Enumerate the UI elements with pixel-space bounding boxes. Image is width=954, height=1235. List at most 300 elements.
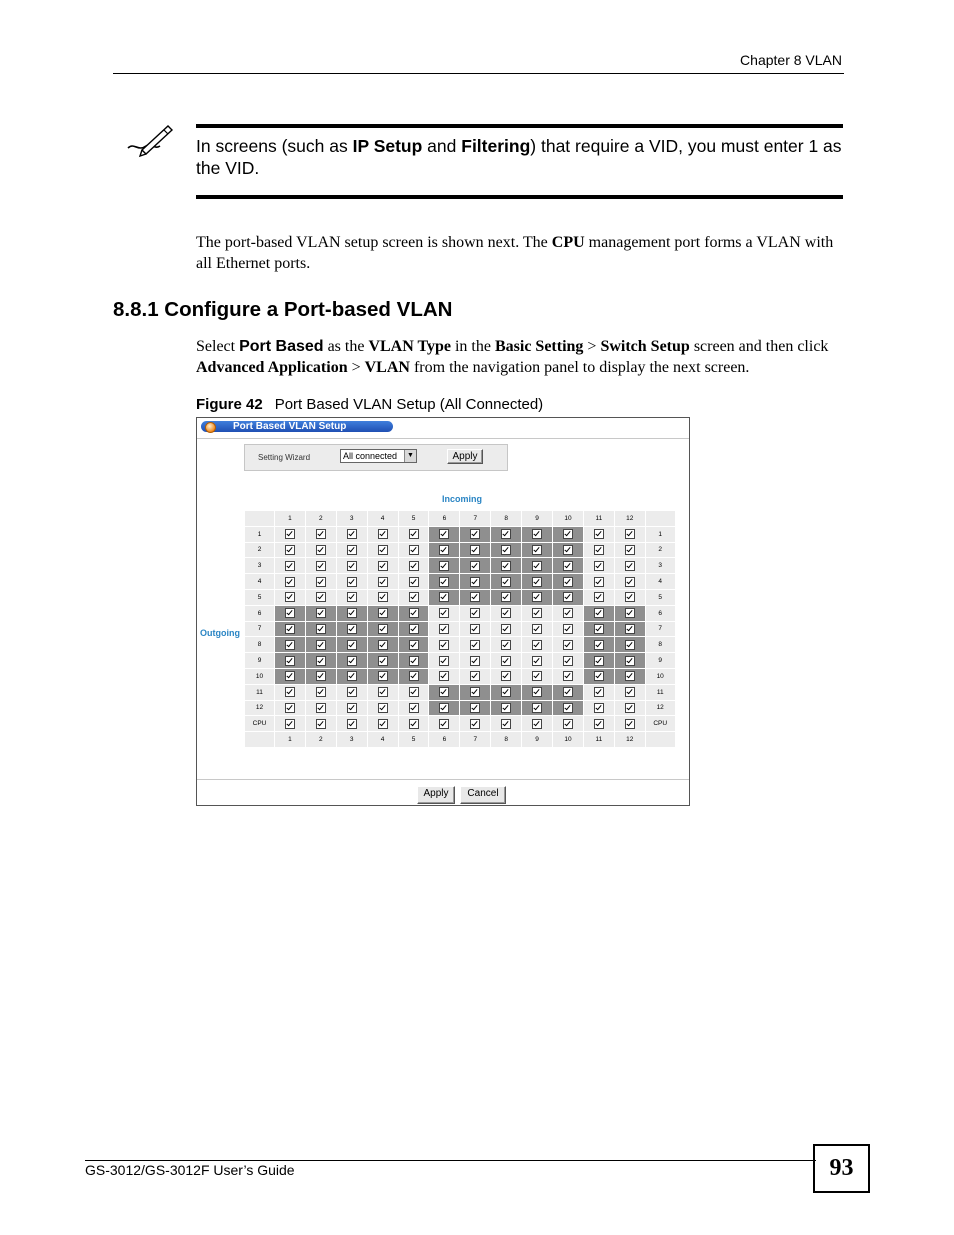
- row-label-1: 1: [245, 527, 274, 542]
- matrix-cell: [337, 574, 367, 589]
- port-checkbox[interactable]: [594, 529, 604, 539]
- row-label-right-2: 2: [646, 543, 675, 558]
- matrix-cell: [491, 653, 521, 668]
- matrix-cell: [584, 606, 614, 621]
- matrix-cell: [306, 590, 336, 605]
- matrix-cell: [429, 622, 459, 637]
- pencil-note-icon: [124, 122, 174, 158]
- port-checkbox[interactable]: [409, 640, 419, 650]
- matrix-cell: [460, 606, 490, 621]
- column-header-6: 6: [429, 511, 459, 526]
- port-checkbox[interactable]: [594, 577, 604, 587]
- column-header-2: 2: [306, 732, 336, 747]
- matrix-cell: [275, 622, 305, 637]
- port-checkbox[interactable]: [347, 719, 357, 729]
- port-checkbox[interactable]: [439, 719, 449, 729]
- port-checkbox[interactable]: [470, 687, 480, 697]
- port-checkbox[interactable]: [532, 703, 542, 713]
- port-checkbox[interactable]: [470, 703, 480, 713]
- port-checkbox[interactable]: [532, 640, 542, 650]
- port-checkbox[interactable]: [563, 640, 573, 650]
- matrix-cell: [275, 653, 305, 668]
- matrix-cell: [491, 716, 521, 731]
- outgoing-label: Outgoing: [200, 628, 240, 638]
- matrix-cell: [429, 543, 459, 558]
- matrix-cell: [368, 653, 398, 668]
- matrix-cell: [275, 606, 305, 621]
- port-checkbox[interactable]: [316, 577, 326, 587]
- port-checkbox[interactable]: [378, 656, 388, 666]
- matrix-cell: [337, 558, 367, 573]
- port-checkbox[interactable]: [470, 624, 480, 634]
- port-checkbox[interactable]: [316, 640, 326, 650]
- matrix-cell: [615, 558, 645, 573]
- port-checkbox[interactable]: [470, 671, 480, 681]
- apply-button[interactable]: Apply: [417, 786, 455, 804]
- row-label-right-1: 1: [646, 527, 675, 542]
- port-checkbox[interactable]: [594, 656, 604, 666]
- matrix-cell: [429, 685, 459, 700]
- port-checkbox[interactable]: [316, 529, 326, 539]
- port-checkbox[interactable]: [347, 529, 357, 539]
- matrix-cell: [460, 527, 490, 542]
- matrix-cell: [522, 701, 552, 716]
- row-label-right-5: 5: [646, 590, 675, 605]
- port-checkbox[interactable]: [285, 687, 295, 697]
- column-header-2: 2: [306, 511, 336, 526]
- matrix-cell: [306, 622, 336, 637]
- port-checkbox[interactable]: [625, 703, 635, 713]
- row-label-right-8: 8: [646, 637, 675, 652]
- port-checkbox[interactable]: [594, 671, 604, 681]
- matrix-cell: [368, 716, 398, 731]
- port-checkbox[interactable]: [532, 671, 542, 681]
- port-checkbox[interactable]: [285, 608, 295, 618]
- port-checkbox[interactable]: [285, 561, 295, 571]
- port-checkbox[interactable]: [563, 545, 573, 555]
- matrix-cell: [429, 558, 459, 573]
- port-checkbox[interactable]: [532, 656, 542, 666]
- row-label-4: 4: [245, 574, 274, 589]
- matrix-cell: [306, 558, 336, 573]
- matrix-cell: [584, 590, 614, 605]
- port-checkbox[interactable]: [285, 640, 295, 650]
- port-checkbox[interactable]: [439, 624, 449, 634]
- port-checkbox[interactable]: [285, 624, 295, 634]
- port-checkbox[interactable]: [378, 703, 388, 713]
- port-checkbox[interactable]: [501, 529, 511, 539]
- port-checkbox[interactable]: [470, 561, 480, 571]
- note-ip-setup: IP Setup: [352, 136, 423, 156]
- port-checkbox[interactable]: [316, 719, 326, 729]
- port-checkbox[interactable]: [594, 608, 604, 618]
- port-checkbox[interactable]: [285, 719, 295, 729]
- matrix-cell: [584, 637, 614, 652]
- matrix-cell: [522, 685, 552, 700]
- port-checkbox[interactable]: [625, 529, 635, 539]
- column-header-4: 4: [368, 511, 398, 526]
- port-checkbox[interactable]: [470, 640, 480, 650]
- port-checkbox[interactable]: [625, 545, 635, 555]
- port-checkbox[interactable]: [563, 671, 573, 681]
- port-checkbox[interactable]: [378, 640, 388, 650]
- matrix-cell: [553, 558, 583, 573]
- port-checkbox[interactable]: [439, 545, 449, 555]
- note-bottom-rule: [196, 195, 843, 199]
- port-checkbox[interactable]: [625, 608, 635, 618]
- port-checkbox[interactable]: [347, 608, 357, 618]
- column-header-10: 10: [553, 511, 583, 526]
- port-checkbox[interactable]: [285, 703, 295, 713]
- matrix-cell: [460, 543, 490, 558]
- port-checkbox[interactable]: [532, 608, 542, 618]
- port-checkbox[interactable]: [347, 592, 357, 602]
- port-checkbox[interactable]: [378, 529, 388, 539]
- matrix-cell: [337, 716, 367, 731]
- port-checkbox[interactable]: [563, 577, 573, 587]
- port-checkbox[interactable]: [347, 656, 357, 666]
- port-checkbox[interactable]: [470, 529, 480, 539]
- port-checkbox[interactable]: [563, 703, 573, 713]
- port-checkbox[interactable]: [625, 592, 635, 602]
- port-checkbox[interactable]: [532, 687, 542, 697]
- port-checkbox[interactable]: [501, 577, 511, 587]
- corner-cell: [245, 732, 274, 747]
- port-checkbox[interactable]: [501, 687, 511, 697]
- matrix-cell: [275, 574, 305, 589]
- port-checkbox[interactable]: [625, 561, 635, 571]
- port-checkbox[interactable]: [316, 624, 326, 634]
- matrix-cell: [584, 685, 614, 700]
- column-header-12: 12: [615, 511, 645, 526]
- header-rule: [113, 73, 844, 74]
- port-checkbox[interactable]: [285, 592, 295, 602]
- matrix-cell: [491, 685, 521, 700]
- port-checkbox[interactable]: [532, 577, 542, 587]
- port-checkbox[interactable]: [347, 671, 357, 681]
- incoming-label: Incoming: [442, 494, 482, 504]
- port-checkbox[interactable]: [439, 529, 449, 539]
- matrix-cell: [584, 701, 614, 716]
- port-checkbox[interactable]: [409, 545, 419, 555]
- matrix-cell: [522, 558, 552, 573]
- port-checkbox[interactable]: [347, 624, 357, 634]
- port-checkbox[interactable]: [532, 561, 542, 571]
- port-checkbox[interactable]: [285, 656, 295, 666]
- row-label-right-9: 9: [646, 653, 675, 668]
- matrix-cell: [522, 637, 552, 652]
- matrix-cell: [399, 669, 429, 684]
- column-header-7: 7: [460, 732, 490, 747]
- port-checkbox[interactable]: [470, 719, 480, 729]
- port-checkbox[interactable]: [316, 561, 326, 571]
- column-header-5: 5: [399, 732, 429, 747]
- matrix-cell: [460, 637, 490, 652]
- matrix-cell: [368, 701, 398, 716]
- port-checkbox[interactable]: [378, 608, 388, 618]
- instruction-paragraph: Select Port Based as the VLAN Type in the Basic Setting > Switch Setup screen and then click Advanced Application > VLAN from the navigation panel to display the next screen.: [196, 338, 829, 376]
- port-checkbox[interactable]: [563, 608, 573, 618]
- port-checkbox[interactable]: [409, 671, 419, 681]
- matrix-cell: [522, 653, 552, 668]
- port-checkbox[interactable]: [501, 561, 511, 571]
- matrix-cell: [275, 685, 305, 700]
- setting-wizard-label: Setting Wizard: [258, 453, 311, 462]
- row-label-right-7: 7: [646, 622, 675, 637]
- column-header-1: 1: [275, 732, 305, 747]
- screen-title: Port Based VLAN Setup: [233, 421, 347, 432]
- matrix-cell: [399, 543, 429, 558]
- row-label-2: 2: [245, 543, 274, 558]
- port-checkbox[interactable]: [563, 561, 573, 571]
- port-checkbox[interactable]: [439, 640, 449, 650]
- column-header-1: 1: [275, 511, 305, 526]
- port-checkbox[interactable]: [625, 687, 635, 697]
- column-header-9: 9: [522, 732, 552, 747]
- row-label-right-4: 4: [646, 574, 675, 589]
- port-checkbox[interactable]: [409, 592, 419, 602]
- port-checkbox[interactable]: [285, 577, 295, 587]
- port-checkbox[interactable]: [316, 592, 326, 602]
- port-checkbox[interactable]: [501, 640, 511, 650]
- port-checkbox[interactable]: [470, 577, 480, 587]
- matrix-cell: [460, 590, 490, 605]
- matrix-cell: [368, 622, 398, 637]
- port-checkbox[interactable]: [409, 656, 419, 666]
- matrix-cell: [553, 716, 583, 731]
- port-checkbox[interactable]: [378, 561, 388, 571]
- table-row: [245, 543, 675, 558]
- setting-wizard-panel: [244, 444, 508, 471]
- row-label-3: 3: [245, 558, 274, 573]
- table-row: [245, 574, 675, 589]
- row-label-right-CPU: CPU: [646, 716, 675, 731]
- port-checkbox[interactable]: [409, 608, 419, 618]
- port-checkbox[interactable]: [347, 687, 357, 697]
- port-checkbox[interactable]: [378, 545, 388, 555]
- port-checkbox[interactable]: [409, 577, 419, 587]
- table-row: [245, 590, 675, 605]
- top-header-row: [245, 511, 675, 526]
- port-checkbox[interactable]: [470, 545, 480, 555]
- setting-wizard-select[interactable]: [340, 449, 417, 463]
- matrix-cell: [337, 527, 367, 542]
- port-checkbox[interactable]: [470, 592, 480, 602]
- port-checkbox[interactable]: [532, 592, 542, 602]
- port-checkbox[interactable]: [316, 703, 326, 713]
- matrix-cell: [368, 558, 398, 573]
- port-checkbox[interactable]: [347, 577, 357, 587]
- footer-guide-title: GS-3012/GS-3012F User’s Guide: [85, 1162, 295, 1178]
- port-checkbox[interactable]: [501, 703, 511, 713]
- matrix-cell: [399, 685, 429, 700]
- port-checkbox[interactable]: [501, 719, 511, 729]
- port-checkbox[interactable]: [532, 624, 542, 634]
- matrix-cell: [399, 527, 429, 542]
- matrix-cell: [615, 701, 645, 716]
- port-checkbox[interactable]: [409, 703, 419, 713]
- setting-wizard-value: All connected: [343, 451, 398, 461]
- port-checkbox[interactable]: [347, 561, 357, 571]
- column-header-9: 9: [522, 511, 552, 526]
- matrix-cell: [306, 543, 336, 558]
- matrix-cell: [429, 716, 459, 731]
- matrix-cell: [337, 669, 367, 684]
- port-checkbox[interactable]: [378, 577, 388, 587]
- port-checkbox[interactable]: [409, 719, 419, 729]
- column-header-4: 4: [368, 732, 398, 747]
- matrix-cell: [368, 606, 398, 621]
- port-checkbox[interactable]: [439, 561, 449, 571]
- port-checkbox[interactable]: [470, 656, 480, 666]
- port-checkbox[interactable]: [378, 592, 388, 602]
- matrix-cell: [306, 606, 336, 621]
- port-checkbox[interactable]: [594, 561, 604, 571]
- screen-title-bar: [201, 421, 393, 432]
- port-checkbox[interactable]: [285, 545, 295, 555]
- port-checkbox[interactable]: [470, 608, 480, 618]
- matrix-cell: [399, 558, 429, 573]
- matrix-cell: [368, 590, 398, 605]
- wizard-apply-button[interactable]: Apply: [447, 449, 483, 464]
- matrix-cell: [615, 590, 645, 605]
- table-row: [245, 716, 675, 731]
- port-checkbox[interactable]: [439, 671, 449, 681]
- port-checkbox[interactable]: [409, 624, 419, 634]
- chevron-down-icon[interactable]: ▼: [404, 450, 416, 462]
- cancel-button[interactable]: Cancel: [460, 786, 506, 804]
- vlan-matrix: [244, 510, 676, 748]
- bottom-header-row: [245, 732, 675, 747]
- port-checkbox[interactable]: [409, 561, 419, 571]
- row-label-9: 9: [245, 653, 274, 668]
- port-checkbox[interactable]: [439, 577, 449, 587]
- port-checkbox[interactable]: [532, 529, 542, 539]
- note-filtering: Filtering: [461, 136, 531, 156]
- port-checkbox[interactable]: [563, 687, 573, 697]
- port-checkbox[interactable]: [347, 703, 357, 713]
- port-checkbox[interactable]: [285, 529, 295, 539]
- port-checkbox[interactable]: [625, 671, 635, 681]
- page-number: 93: [813, 1144, 870, 1193]
- matrix-cell: [615, 543, 645, 558]
- column-header-11: 11: [584, 732, 614, 747]
- port-checkbox[interactable]: [501, 545, 511, 555]
- port-checkbox[interactable]: [625, 640, 635, 650]
- matrix-cell: [584, 622, 614, 637]
- table-row: [245, 622, 675, 637]
- port-checkbox[interactable]: [501, 624, 511, 634]
- port-checkbox[interactable]: [439, 687, 449, 697]
- port-checkbox[interactable]: [625, 577, 635, 587]
- matrix-cell: [522, 669, 552, 684]
- port-checkbox[interactable]: [439, 592, 449, 602]
- port-checkbox[interactable]: [532, 719, 542, 729]
- row-label-12: 12: [245, 701, 274, 716]
- matrix-cell: [306, 685, 336, 700]
- footer-rule: [85, 1160, 816, 1161]
- matrix-cell: [460, 669, 490, 684]
- matrix-cell: [337, 543, 367, 558]
- matrix-cell: [615, 606, 645, 621]
- port-checkbox[interactable]: [501, 671, 511, 681]
- port-checkbox[interactable]: [594, 592, 604, 602]
- port-checkbox[interactable]: [285, 671, 295, 681]
- port-checkbox[interactable]: [532, 545, 542, 555]
- matrix-cell: [368, 527, 398, 542]
- port-checkbox[interactable]: [625, 624, 635, 634]
- port-checkbox[interactable]: [501, 656, 511, 666]
- matrix-cell: [553, 685, 583, 700]
- port-checkbox[interactable]: [563, 624, 573, 634]
- port-checkbox[interactable]: [316, 545, 326, 555]
- matrix-cell: [275, 527, 305, 542]
- matrix-cell: [584, 653, 614, 668]
- port-checkbox[interactable]: [625, 656, 635, 666]
- chapter-header: Chapter 8 VLAN: [740, 52, 842, 68]
- matrix-cell: [429, 669, 459, 684]
- port-checkbox[interactable]: [316, 608, 326, 618]
- port-checkbox[interactable]: [439, 656, 449, 666]
- port-checkbox[interactable]: [378, 671, 388, 681]
- port-checkbox[interactable]: [594, 624, 604, 634]
- port-checkbox[interactable]: [347, 545, 357, 555]
- port-checkbox[interactable]: [563, 719, 573, 729]
- matrix-cell: [306, 701, 336, 716]
- port-checkbox[interactable]: [316, 656, 326, 666]
- port-checkbox[interactable]: [501, 592, 511, 602]
- port-checkbox[interactable]: [563, 529, 573, 539]
- matrix-cell: [275, 558, 305, 573]
- port-checkbox[interactable]: [594, 687, 604, 697]
- matrix-cell: [553, 622, 583, 637]
- port-checkbox[interactable]: [378, 719, 388, 729]
- column-header-6: 6: [429, 732, 459, 747]
- port-checkbox[interactable]: [594, 703, 604, 713]
- port-checkbox[interactable]: [594, 545, 604, 555]
- port-checkbox[interactable]: [625, 719, 635, 729]
- matrix-cell: [553, 701, 583, 716]
- matrix-cell: [553, 527, 583, 542]
- port-checkbox[interactable]: [439, 608, 449, 618]
- matrix-cell: [306, 574, 336, 589]
- matrix-cell: [615, 527, 645, 542]
- matrix-cell: [275, 543, 305, 558]
- port-checkbox[interactable]: [563, 592, 573, 602]
- port-checkbox[interactable]: [563, 656, 573, 666]
- matrix-cell: [399, 653, 429, 668]
- port-checkbox[interactable]: [378, 624, 388, 634]
- matrix-cell: [491, 558, 521, 573]
- matrix-cell: [491, 590, 521, 605]
- column-header-8: 8: [491, 732, 521, 747]
- port-checkbox[interactable]: [439, 703, 449, 713]
- port-checkbox[interactable]: [409, 529, 419, 539]
- port-checkbox[interactable]: [316, 687, 326, 697]
- port-checkbox[interactable]: [316, 671, 326, 681]
- matrix-cell: [429, 527, 459, 542]
- bottom-divider: [197, 779, 689, 780]
- port-checkbox[interactable]: [409, 687, 419, 697]
- port-checkbox[interactable]: [594, 640, 604, 650]
- matrix-cell: [429, 637, 459, 652]
- port-checkbox[interactable]: [378, 687, 388, 697]
- port-checkbox[interactable]: [594, 719, 604, 729]
- port-checkbox[interactable]: [347, 640, 357, 650]
- matrix-cell: [275, 590, 305, 605]
- port-checkbox[interactable]: [501, 608, 511, 618]
- matrix-cell: [337, 637, 367, 652]
